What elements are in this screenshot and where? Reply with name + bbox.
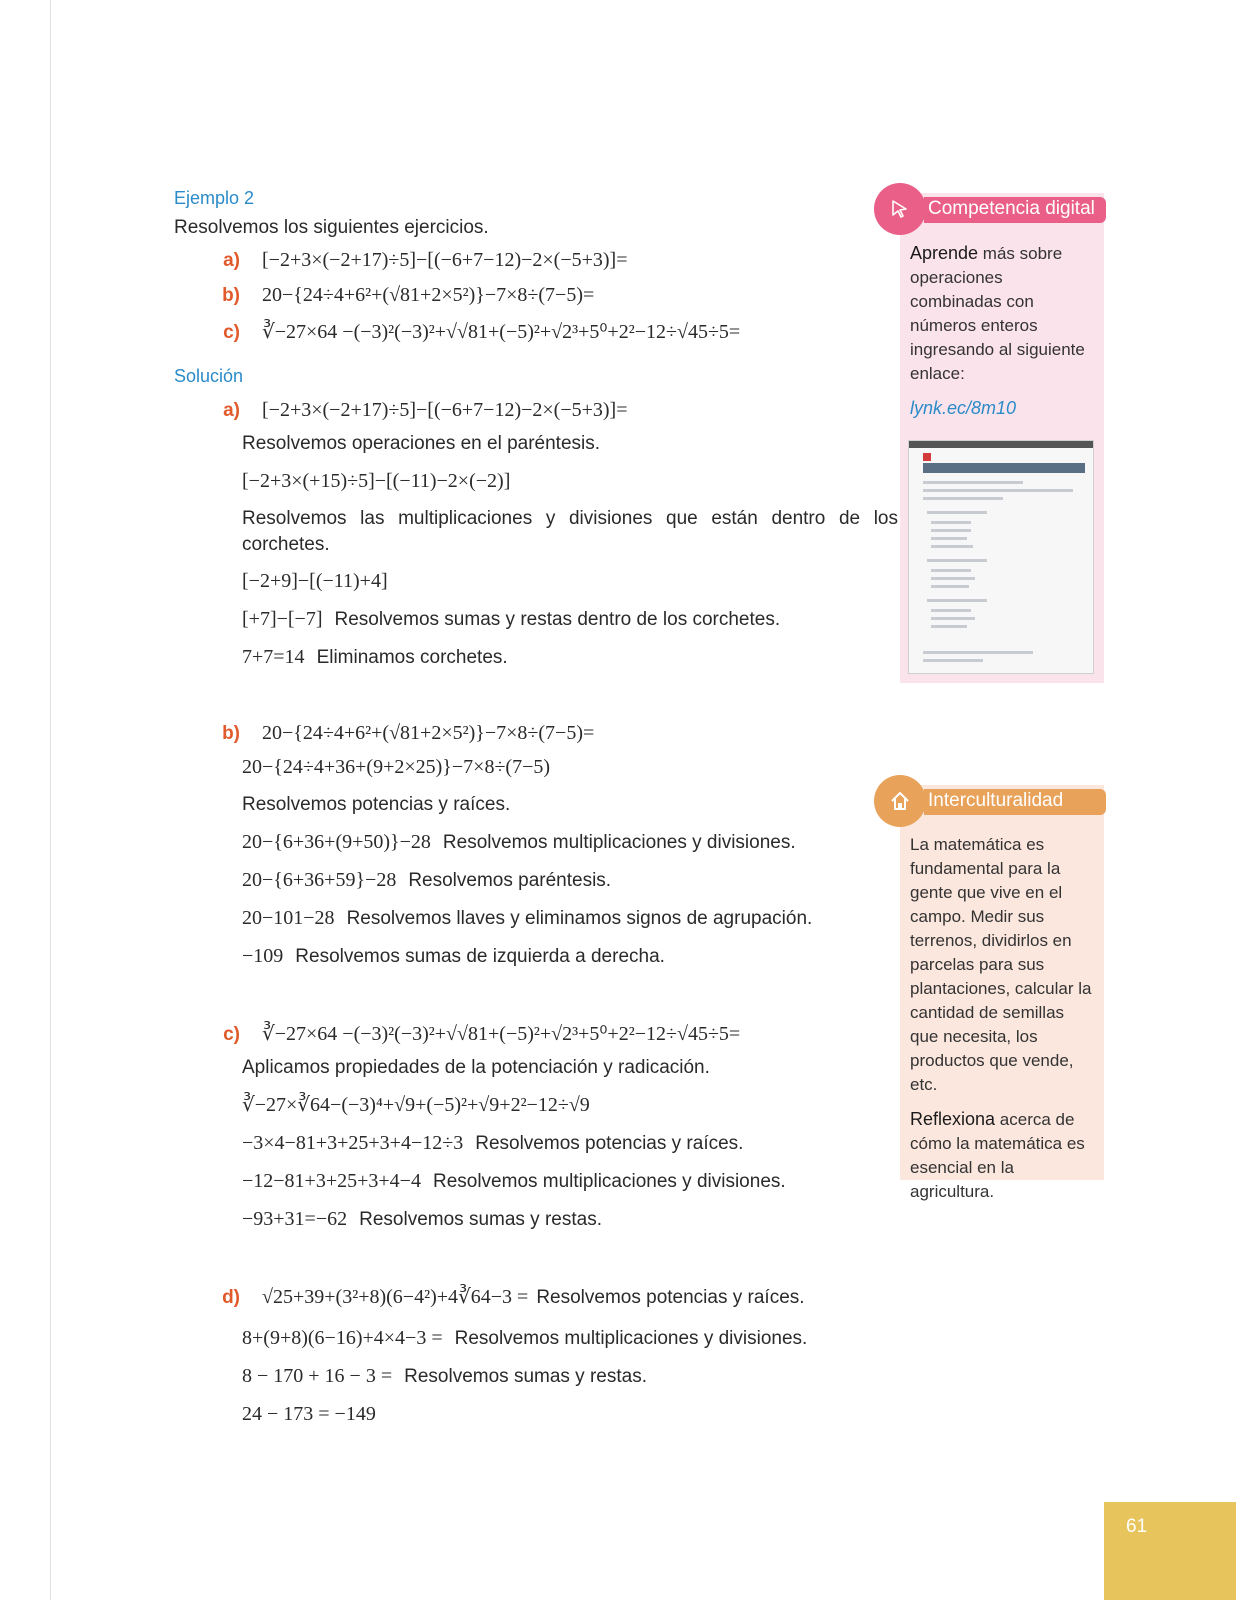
solution-label: a): [223, 400, 240, 421]
solution-expression: [−2+3×(−2+17)÷5]−[(−6+7−12)−2×(−5+3)]=: [262, 399, 628, 421]
solution-expression: ∛−27×64 −(−3)²(−3)²+√√81+(−5)²+√2³+5⁰+2²−12÷√45÷5=: [262, 1023, 741, 1045]
exercise-label: b): [222, 285, 240, 306]
step-text: Resolvemos sumas y restas.: [359, 1209, 602, 1230]
solution-label: d): [222, 1287, 240, 1308]
step-math: [+7]−[−7]: [242, 608, 323, 630]
example-intro: Resolvemos los siguientes ejercicios.: [174, 217, 489, 238]
exercise-expression: 20−{24÷4+6²+(√81+2×5²)}−7×8÷(7−5)=: [262, 284, 595, 306]
step-text: Resolvemos operaciones en el paréntesis.: [242, 433, 601, 454]
sidebar-digital-text: más sobre operaciones combinadas con números enteros ingresando al siguiente enlace:: [910, 244, 1085, 383]
step-text: Resolvemos sumas y restas.: [404, 1366, 647, 1387]
step-math: 7+7=14: [242, 646, 305, 668]
cursor-icon: [874, 183, 926, 235]
step-math: [−2+9]−[(−11)+4]: [242, 570, 388, 592]
sidebar-digital-link[interactable]: lynk.ec/8m10: [910, 398, 1017, 418]
solution-label: c): [223, 1024, 240, 1045]
page-number-box: [1104, 1502, 1236, 1600]
step-text: Resolvemos llaves y eliminamos signos de agrupación.: [346, 908, 813, 929]
sidebar-digital: [900, 193, 1104, 683]
exercise-label: a): [223, 250, 240, 271]
step-text: Eliminamos corchetes.: [316, 647, 508, 668]
page-number: 61: [1126, 1516, 1148, 1537]
step-text: Resolvemos paréntesis.: [408, 870, 612, 891]
exercise-expression: ∛−27×64 −(−3)²(−3)²+√√81+(−5)²+√2³+5⁰+2²−12÷√45÷5=: [262, 321, 741, 343]
step-text: Aplicamos propiedades de la potenciación y radicación.: [242, 1057, 710, 1078]
sidebar-inter-header: [880, 785, 1104, 817]
solution-a: [174, 399, 894, 422]
step-math: 8 − 170 + 16 − 3 =: [242, 1365, 393, 1387]
exercise-expression: [−2+3×(−2+17)÷5]−[(−6+7−12)−2×(−5+3)]=: [262, 249, 628, 271]
exercise-c: [174, 319, 894, 344]
sidebar-inter-bold: Reflexiona: [910, 1109, 996, 1129]
step-text: Resolvemos sumas de izquierda a derecha.: [295, 946, 665, 967]
exercise-label: c): [223, 322, 240, 343]
step-math: −12−81+3+25+3+4−4: [242, 1170, 421, 1192]
exercise-b: [174, 284, 894, 307]
sidebar-inter-text: La matemática es fundamental para la gente que vive en el campo. Medir sus terrenos, dividirlos en parcelas para sus plantaciones, calcular la cantidad de semillas que necesita, los productos que vende, etc.: [910, 835, 1092, 1094]
website-thumbnail: [908, 440, 1094, 674]
step-text: Resolvemos sumas y restas dentro de los corchetes.: [334, 609, 781, 630]
binder-line: [50, 0, 51, 1600]
step-math: √25+39+(3²+8)(6−4²)+4∛64−3 =: [262, 1286, 529, 1308]
exercise-a: [174, 249, 894, 272]
step-math: −3×4−81+3+25+3+4−12÷3: [242, 1132, 464, 1154]
main-content: [174, 188, 898, 1439]
step-text: Resolvemos potencias y raíces.: [242, 794, 511, 815]
step-text: Resolvemos potencias y raíces.: [536, 1287, 805, 1308]
step-math: 20−{24÷4+36+(9+2×25)}−7×8÷(7−5): [242, 756, 551, 778]
solution-b-steps: [242, 754, 894, 970]
step-math: 8+(9+8)(6−16)+4×4−3 =: [242, 1327, 443, 1349]
step-math: 20−{6+36+59}−28: [242, 869, 397, 891]
sidebar-interculturalidad: [900, 785, 1104, 1201]
step-math: −93+31=−62: [242, 1208, 348, 1230]
step-text: Resolvemos multiplicaciones y divisiones.: [442, 832, 796, 853]
step-math: [−2+3×(+15)÷5]−[(−11)−2×(−2)]: [242, 470, 511, 492]
example-title: Ejemplo 2: [174, 188, 255, 208]
sidebar-inter-title: Interculturalidad: [928, 790, 1064, 811]
solution-c: [174, 1021, 894, 1046]
step-text: Resolvemos potencias y raíces.: [475, 1133, 744, 1154]
step-math: 24 − 173 = −149: [242, 1403, 376, 1425]
house-icon: [874, 775, 926, 827]
solution-expression: 20−{24÷4+6²+(√81+2×5²)}−7×8÷(7−5)=: [262, 722, 595, 744]
solution-a-steps: [242, 431, 898, 671]
step-text: Resolvemos multiplicaciones y divisiones.: [432, 1171, 786, 1192]
solution-b: [174, 722, 894, 745]
solution-d: [174, 1284, 894, 1309]
sidebar-inter-text2: acerca de cómo la matemática es esencial en la agricultura.: [910, 1110, 1085, 1201]
step-text: Resolvemos las multiplicaciones y divisiones que están dentro de los corchetes.: [242, 508, 898, 555]
step-text: Resolvemos multiplicaciones y divisiones.: [454, 1328, 808, 1349]
sidebar-digital-title: Competencia digital: [928, 198, 1095, 219]
step-math: ∛−27×∛64−(−3)⁴+√9+(−5)²+√9+2²−12÷√9: [242, 1094, 590, 1116]
solution-d-steps: [242, 1325, 894, 1428]
step-math: 20−{6+36+(9+50)}−28: [242, 831, 431, 853]
step-math: 20−101−28: [242, 907, 335, 929]
solution-c-steps: [242, 1055, 894, 1233]
sidebar-digital-header: [880, 193, 1104, 225]
sidebar-digital-bold: Aprende: [910, 243, 979, 263]
solution-label: b): [222, 723, 240, 744]
step-math: −109: [242, 945, 284, 967]
solution-title: Solución: [174, 366, 244, 386]
